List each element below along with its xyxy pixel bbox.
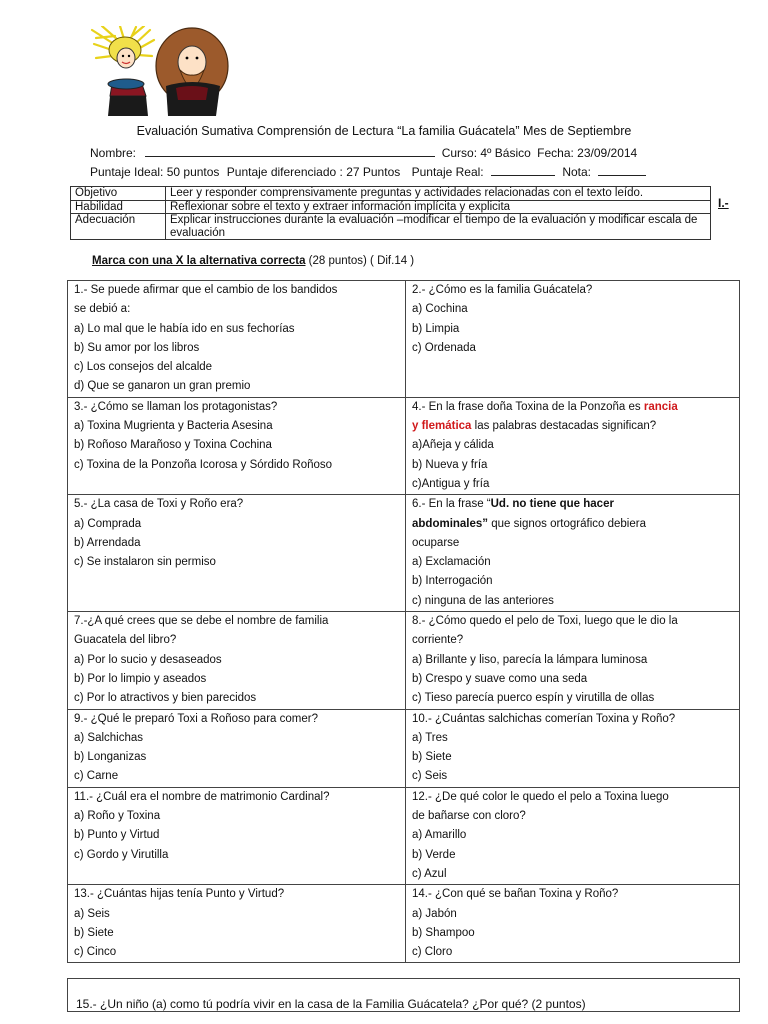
question-text: se debió a: (74, 303, 131, 316)
nombre-label: Nombre: (90, 146, 137, 160)
option-b[interactable]: b) Nueva y fría (412, 458, 488, 471)
question-text (412, 515, 733, 534)
question-15-text: 15.- ¿Un niño (a) como tú podría vivir en la casa de la Familia Guácatela? ¿Por qué? (2 puntos) (76, 997, 586, 1011)
option-c[interactable]: c) Azul (412, 867, 447, 880)
question-text: 14.- ¿Con qué se bañan Toxina y Roño? (412, 888, 619, 901)
adaptation-row (71, 214, 711, 240)
skill-key: Habilidad (71, 200, 166, 214)
option-a[interactable]: a) Exclamación (412, 556, 491, 569)
question-text (412, 495, 733, 514)
adaptation-key: Adecuación (71, 214, 166, 240)
question-text: ocuparse (412, 536, 460, 549)
question-row (68, 281, 740, 398)
question-12 (406, 787, 740, 884)
objectives-table (70, 186, 711, 240)
question-8 (406, 612, 740, 709)
option-b[interactable]: b) Arrendada (74, 536, 141, 549)
option-a[interactable]: a) Comprada (74, 517, 142, 530)
q4-text-1: 4.- En la frase doña Toxina de la Ponzoña es (412, 400, 644, 413)
option-c[interactable]: c) Cloro (412, 946, 453, 959)
option-b[interactable]: b) Crespo y suave como una seda (412, 672, 588, 685)
option-a[interactable]: a) Jabón (412, 907, 457, 920)
instruction-points: (28 puntos) ( Dif.14 ) (305, 255, 415, 267)
question-2 (406, 281, 740, 398)
question-14 (406, 885, 740, 963)
section-number: I.- (718, 196, 729, 210)
option-a[interactable]: a) Tres (412, 731, 448, 744)
question-6 (406, 495, 740, 612)
question-4 (406, 397, 740, 494)
skill-value: Reflexionar sobre el texto y extraer información implícita y explicita (166, 200, 711, 214)
objective-key: Objetivo (71, 187, 166, 201)
nombre-field[interactable] (145, 145, 435, 157)
option-a[interactable]: a) Toxina Mugrienta y Bacteria Asesina (74, 420, 273, 433)
instructions (92, 255, 414, 267)
option-c[interactable]: c) Carne (74, 770, 119, 783)
question-text: 5.- ¿La casa de Toxi y Roño era? (74, 498, 244, 511)
question-3 (68, 397, 406, 494)
question-row (68, 397, 740, 494)
option-a[interactable]: a) Salchichas (74, 731, 144, 744)
option-a[interactable]: a) Por lo sucio y desaseados (74, 653, 222, 666)
page-title: Evaluación Sumativa Comprensión de Lectura “La familia Guácatela” Mes de Septiembre (136, 124, 632, 138)
objective-value: Leer y responder comprensivamente preguntas y actividades relacionadas con el texto leído. (166, 187, 711, 201)
question-text (412, 417, 733, 436)
option-c[interactable]: c) Tieso parecía puerco espín y virutilla de ollas (412, 692, 655, 705)
question-text: 3.- ¿Cómo se llaman los protagonistas? (74, 400, 278, 413)
skill-row (71, 200, 711, 214)
option-a[interactable]: a) Lo mal que le había ido en sus fechorías (74, 322, 295, 335)
question-text: 2.- ¿Cómo es la familia Guácatela? (412, 284, 593, 296)
option-b[interactable]: b) Verde (412, 848, 456, 861)
rono-figure (156, 28, 228, 116)
option-a[interactable]: a)Añeja y cálida (412, 439, 494, 452)
bold-phrase: abdominales” (412, 517, 489, 530)
option-c[interactable]: c) Ordenada (412, 341, 476, 354)
option-c[interactable]: c) Gordo y Virutilla (74, 848, 169, 861)
q6-text-2: que signos ortográfico debiera (488, 517, 646, 530)
puntaje-diferenciado: Puntaje diferenciado : 27 Puntos (226, 165, 401, 179)
question-text: 1.- Se puede afirmar que el cambio de los bandidos (74, 284, 338, 296)
option-c[interactable]: c) Toxina de la Ponzoña Icorosa y Sórdido Roñoso (74, 458, 333, 471)
question-7 (68, 612, 406, 709)
curso-label: Curso: 4º Básico (441, 146, 531, 160)
question-row (68, 495, 740, 612)
objective-row (71, 187, 711, 201)
question-text (412, 398, 733, 417)
option-c[interactable]: c) Se instalaron sin permiso (74, 556, 216, 569)
question-text: 9.- ¿Qué le preparó Toxi a Roñoso para comer? (74, 712, 318, 725)
nota-field[interactable] (598, 164, 646, 176)
option-c[interactable]: c) Los consejos del alcalde (74, 361, 213, 374)
option-a[interactable]: a) Seis (74, 907, 110, 920)
question-row (68, 885, 740, 963)
question-text: 10.- ¿Cuántas salchichas comerían Toxina y Roño? (412, 712, 676, 725)
option-b[interactable]: b) Por lo limpio y aseados (74, 672, 207, 685)
nota-label: Nota: (562, 165, 592, 179)
question-text: 12.- ¿De qué color le quedo el pelo a Toxina luego (412, 790, 669, 803)
guacatela-family-illustration (88, 26, 234, 118)
option-c[interactable]: c)Antigua y fría (412, 477, 490, 490)
option-a[interactable]: a) Roño y Toxina (74, 810, 161, 823)
question-5 (68, 495, 406, 612)
bold-phrase: Ud. no tiene que hacer (490, 498, 614, 511)
student-info-line (90, 145, 637, 160)
puntaje-real-field[interactable] (491, 164, 555, 176)
question-text: 11.- ¿Cuál era el nombre de matrimonio Cardinal? (74, 790, 330, 803)
option-a[interactable]: a) Amarillo (412, 829, 467, 842)
option-b[interactable]: b) Interrogación (412, 575, 493, 588)
option-b[interactable]: b) Punto y Virtud (74, 829, 160, 842)
option-a[interactable]: a) Cochina (412, 303, 468, 316)
toxina-figure (92, 26, 154, 116)
option-b[interactable]: b) Limpia (412, 322, 460, 335)
question-15-box[interactable] (67, 978, 740, 1012)
question-text: 13.- ¿Cuántas hijas tenía Punto y Virtud? (74, 888, 285, 901)
option-b[interactable]: b) Roñoso Marañoso y Toxina Cochina (74, 439, 272, 452)
highlighted-word: rancia (643, 400, 678, 413)
question-13 (68, 885, 406, 963)
q6-text-1: 6.- En la frase “ (412, 498, 491, 511)
question-text: corriente? (412, 634, 464, 647)
question-text: de bañarse con cloro? (412, 810, 526, 823)
option-c[interactable]: c) Cinco (74, 946, 117, 959)
puntaje-ideal: Puntaje Ideal: 50 puntos (90, 165, 220, 179)
adaptation-value: Explicar instrucciones durante la evaluación –modificar el tiempo de la evaluación y modificar escala de evaluación (166, 214, 711, 240)
option-c[interactable]: c) Por lo atractivos y bien parecidos (74, 692, 257, 705)
option-b[interactable]: b) Siete (74, 926, 114, 939)
question-row (68, 612, 740, 709)
option-c[interactable]: c) ninguna de las anteriores (412, 594, 554, 607)
question-row (68, 787, 740, 884)
q4-text-2: las palabras destacadas significan? (471, 420, 657, 433)
highlighted-word: y flemática (412, 420, 472, 433)
option-b[interactable]: b) Shampoo (412, 926, 475, 939)
question-11 (68, 787, 406, 884)
question-row (68, 709, 740, 787)
fecha-label: Fecha: 23/09/2014 (537, 146, 638, 160)
option-b[interactable]: b) Longanizas (74, 751, 147, 764)
question-1 (68, 281, 406, 398)
puntaje-real-label: Puntaje Real: (411, 165, 484, 179)
score-line (90, 164, 646, 179)
question-text: Guacatela del libro? (74, 634, 177, 647)
question-9 (68, 709, 406, 787)
instruction-bold: Marca con una X la alternativa correcta (92, 255, 306, 267)
option-c[interactable]: c) Seis (412, 770, 448, 783)
option-b[interactable]: b) Su amor por los libros (74, 341, 200, 354)
question-10 (406, 709, 740, 787)
questions-table (67, 280, 740, 963)
question-text: 8.- ¿Cómo quedo el pelo de Toxi, luego que le dio la (412, 615, 678, 628)
option-d[interactable]: d) Que se ganaron un gran premio (74, 380, 251, 393)
option-a[interactable]: a) Brillante y liso, parecía la lámpara luminosa (412, 653, 648, 666)
question-text: 7.-¿A qué crees que se debe el nombre de familia (74, 615, 329, 628)
option-b[interactable]: b) Siete (412, 751, 452, 764)
